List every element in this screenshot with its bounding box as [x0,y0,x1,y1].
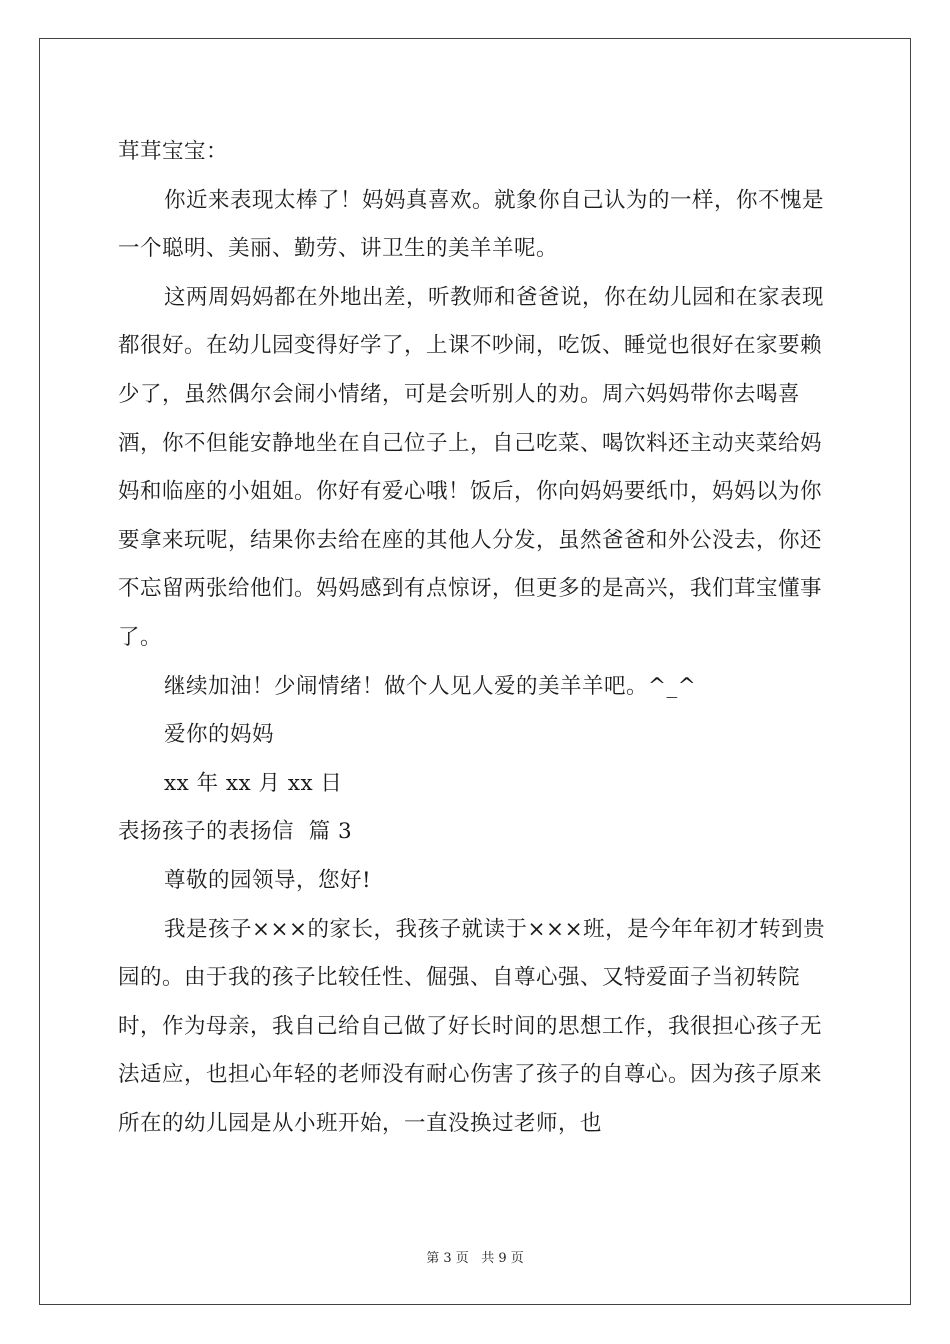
section-title: 表扬孩子的表扬信 篇 3 [118,819,353,845]
page-number: 第 3 页 共 9 页 [426,1251,524,1266]
date: xx 年 xx 月 xx 日 [164,770,343,796]
signature: 爱你的妈妈 [164,722,275,748]
paragraph: 这两周妈妈都在外地出差，听教师和爸爸说，你在幼儿园和在家表现都很好。在幼儿园变得好学了，上课不吵闹，吃饭、睡觉也很好在家要赖少了，虽然偶尔会闹小情绪，可是会听别人的劝。周六妈妈带你去喝喜酒，你不但能安静地坐在自己位子上，自己吃菜、喝饮料还主动夹菜给妈妈和临座的小姐姐。你好有爱心哦！饭后，你向妈妈要纸巾，妈妈以为你要拿来玩呢，结果你去给在座的其他人分发，虽然爸爸和外公没去，你还不忘留两张给他们。妈妈感到有点惊讶，但更多的是高兴，我们茸宝懂事了。 [118,284,825,650]
paragraph: 你近来表现太棒了！妈妈真喜欢。就象你自己认为的一样，你不愧是一个聪明、美丽、勤劳、讲卫生的美羊羊呢。 [118,187,825,262]
paragraph: 继续加油！少闹情绪！做个人见人爱的美羊羊吧。^_^ [164,673,697,699]
paragraph: 我是孩子×××的家长，我孩子就读于×××班，是今年年初才转到贵园的。由于我的孩子比较任性、倔强、自尊心强、又特爱面子当初转院时，作为母亲，我自己给自己做了好长时间的思想工作，我很担心孩子无法适应，也担心年轻的老师没有耐心伤害了孩子的自尊心。因为孩子原来所在的幼儿园是从小班开始，一直没换过老师，也 [118,916,826,1136]
document-body [118,128,838,1148]
salutation: 茸茸宝宝： [118,139,229,164]
salutation: 尊敬的园领导，您好! [164,867,372,893]
